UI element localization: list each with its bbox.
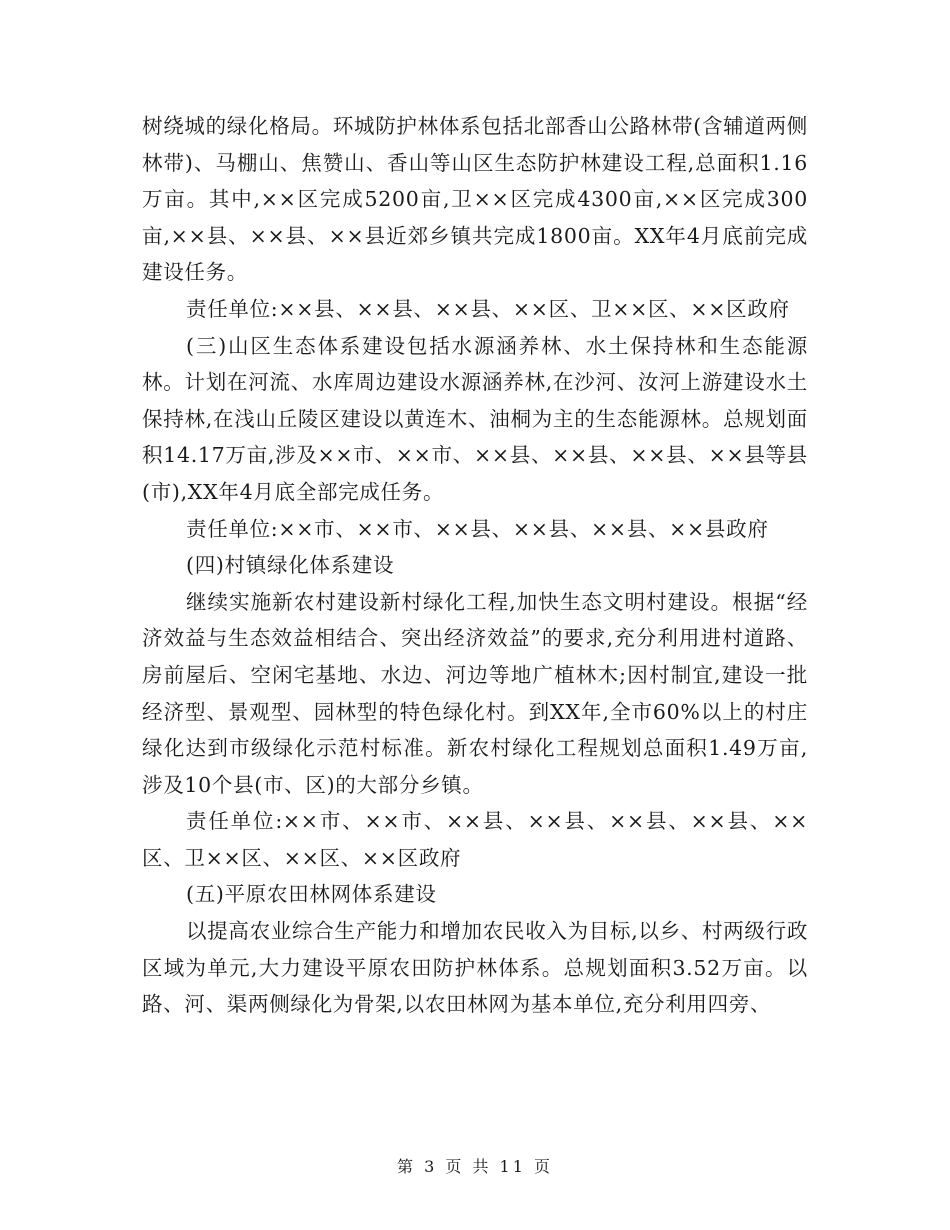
page-number-footer: 第 3 页 共 11 页 [397, 1157, 553, 1176]
paragraph-responsible-units-3: 责任单位:××市、××市、××县、××县、××县、××县、××区、卫××区、××区、××区政府 [142, 809, 808, 870]
section-heading-village-greening: (四)村镇绿化体系建设 [186, 553, 395, 578]
document-body [142, 108, 808, 1023]
paragraph-village-greening: 继续实施新农村建设新村绿化工程,加快生态文明村建设。根据“经济效益与生态效益相结合、突出经济效益”的要求,充分利用进村道路、房前屋后、空闲宅基地、水边、河边等地广植林木;因村制宜,建设一批经济型、景观型、园林型的特色绿化村。到XX年,全市60%以上的村庄绿化达到市级绿化示范村标准。新农村绿化工程规划总面积1.49万亩,涉及10个县(市、区)的大部分乡镇。 [142, 589, 808, 797]
paragraph-responsible-units-1: 责任单位:××县、××县、××县、××区、卫××区、××区政府 [186, 296, 790, 321]
paragraph-farmland-network: 以提高农业综合生产能力和增加农民收入为目标,以乡、村两级行政区域为单元,大力建设平原农田防护林体系。总规划面积3.52万亩。以路、河、渠两侧绿化为骨架,以农田林网为基本单位,充分利用四旁、 [142, 919, 809, 1017]
paragraph-green-belt-continuation: 树绕城的绿化格局。环城防护林体系包括北部香山公路林带(含辅道两侧林带)、马棚山、焦赞山、香山等山区生态防护林建设工程,总面积1.16万亩。其中,××区完成5200亩,卫××区完成4300亩,××区完成300亩,××县、××县、××县近郊乡镇共完成1800亩。XX年4月底前完成建设任务。 [142, 114, 808, 285]
paragraph-responsible-units-2: 责任单位:××市、××市、××县、××县、××县、××县政府 [186, 516, 769, 541]
section-heading-farmland-network: (五)平原农田林网体系建设 [186, 882, 437, 907]
paragraph-mountain-ecology: (三)山区生态体系建设包括水源涵养林、水土保持林和生态能源林。计划在河流、水库周边建设水源涵养林,在沙河、汝河上游建设水土保持林,在浅山丘陵区建设以黄连木、油桐为主的生态能源林。总规划面积14.17万亩,涉及××市、××市、××县、××县、××县、××县等县(市),XX年4月底全部完成任务。 [142, 333, 808, 504]
